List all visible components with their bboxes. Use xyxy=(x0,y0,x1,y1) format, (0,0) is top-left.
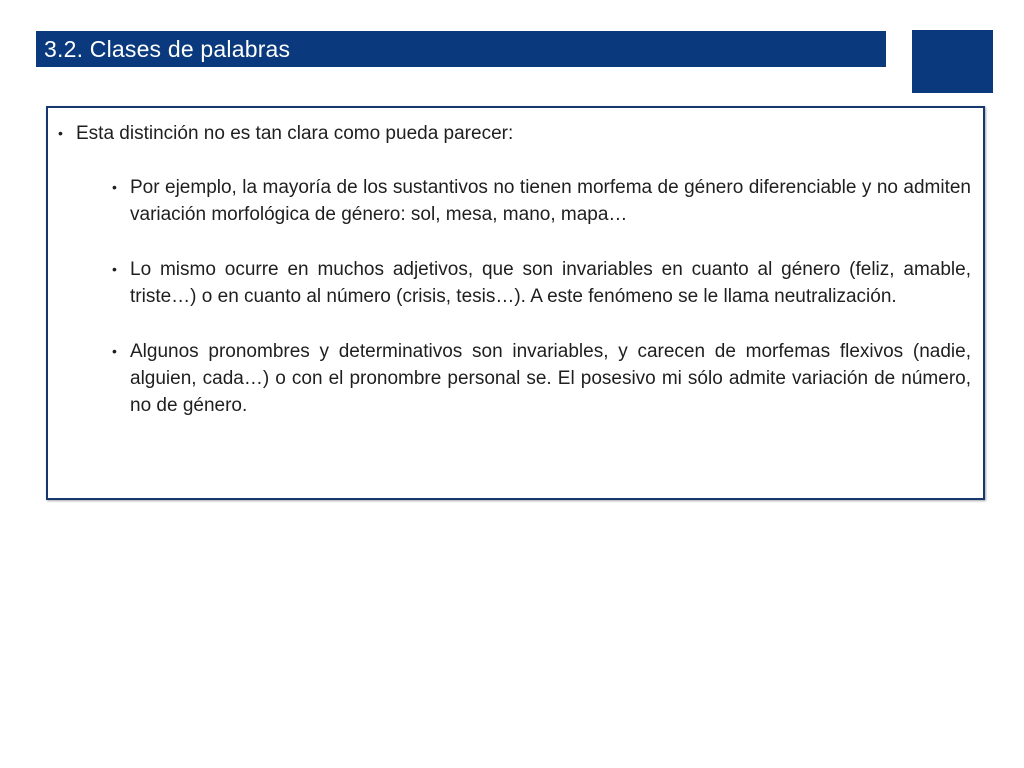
intro-bullet xyxy=(58,120,971,147)
bullet-icon: • xyxy=(112,179,117,195)
bullet-icon: • xyxy=(112,261,117,277)
sub-bullet-item xyxy=(112,174,971,228)
bullet-icon: • xyxy=(58,125,63,141)
slide-title: 3.2. Clases de palabras xyxy=(44,35,291,62)
sub-bullet-item xyxy=(112,338,971,419)
intro-text: Esta distinción no es tan clara como pueda parecer: xyxy=(76,123,514,144)
bullet-icon: • xyxy=(112,343,117,359)
sub-bullet-list xyxy=(112,174,971,447)
sub-bullet-text: Por ejemplo, la mayoría de los sustantivos no tienen morfema de género diferenciable y no admiten variación morfológica de género: sol, mesa, mano, mapa… xyxy=(130,177,971,225)
corner-decoration xyxy=(912,30,993,93)
slide-title-bar xyxy=(36,31,886,67)
sub-bullet-text: Algunos pronombres y determinativos son invariables, y carecen de morfemas flexivos (nadie, alguien, cada…) o con el pronombre personal se. El posesivo mi sólo admite variación de número, no de género. xyxy=(130,341,971,416)
content-box xyxy=(46,106,985,500)
sub-bullet-text: Lo mismo ocurre en muchos adjetivos, que son invariables en cuanto al género (feliz, amable, triste…) o en cuanto al número (crisis, tesis…). A este fenómeno se le llama neutralización. xyxy=(130,259,971,307)
sub-bullet-item xyxy=(112,256,971,310)
